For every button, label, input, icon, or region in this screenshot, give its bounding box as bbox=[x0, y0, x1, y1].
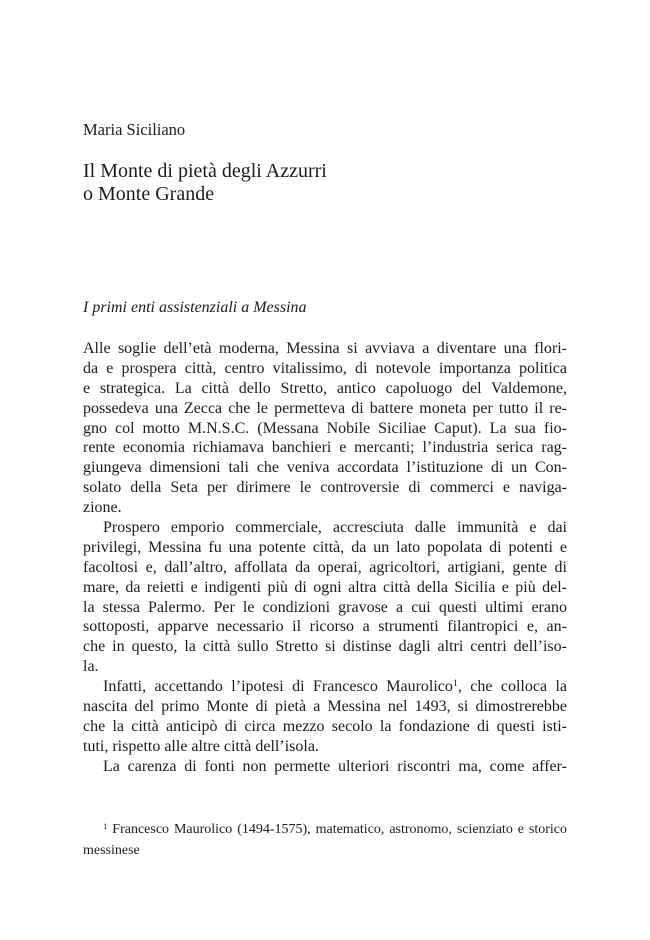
footnote-reference: 1 bbox=[452, 678, 458, 690]
text-line bbox=[83, 578, 567, 598]
line-text: facoltosi e, dall’altro, affollata da operai, agricoltori, artigiani, gente di bbox=[83, 558, 567, 576]
author-name: Maria Siciliano bbox=[83, 120, 186, 139]
footnote bbox=[83, 819, 567, 861]
line-text: mare, da reietti e indigenti più di ogni altra città della Sicilia e più del- bbox=[83, 578, 567, 596]
line-text: sottoposti, apparve necessario il ricorso a strumenti filantropici e, an- bbox=[83, 618, 567, 636]
text-line bbox=[83, 558, 567, 578]
text-line bbox=[83, 379, 567, 399]
line-text: Prospero emporio commerciale, accresciuta dalle immunità e dai bbox=[103, 519, 567, 537]
section-heading: I primi enti assistenziali a Messina bbox=[83, 299, 307, 316]
footnote-line bbox=[83, 819, 567, 840]
line-text: privilegi, Messina fu una potente città, da un lato popolata di potenti e bbox=[83, 538, 567, 556]
text-line bbox=[83, 657, 567, 677]
line-text: giungeva dimensioni tali che veniva accordata l’istituzione di un Con- bbox=[83, 459, 567, 477]
line-text: che la città anticipò di circa mezzo secolo la fondazione di questi isti- bbox=[83, 717, 567, 735]
body-text bbox=[83, 339, 567, 777]
text-line bbox=[83, 478, 567, 498]
footnote-marker: 1 bbox=[103, 820, 108, 831]
line-text: rente economia richiamava banchieri e mercanti; l’industria serica rag- bbox=[83, 439, 567, 457]
text-line bbox=[83, 359, 567, 379]
line-text: Alle soglie dell’età moderna, Messina si avviava a diventare una flori- bbox=[83, 340, 567, 357]
line-text: La carenza di fonti non permette ulteriori riscontri ma, come affer- bbox=[103, 757, 567, 775]
line-text: possedeva una Zecca che le permetteva di battere moneta per tutto il re- bbox=[83, 399, 567, 417]
text-line bbox=[83, 399, 567, 419]
text-line bbox=[83, 677, 567, 697]
line-text bbox=[103, 677, 567, 697]
text-line bbox=[83, 498, 567, 518]
line-text: zione. bbox=[83, 499, 122, 517]
footnote-line-text: messinese bbox=[83, 843, 140, 858]
text-line bbox=[83, 538, 567, 558]
paragraph bbox=[83, 518, 567, 677]
footnote-line bbox=[83, 840, 567, 861]
line-text: la stessa Palermo. Per le condizioni gravose a cui questi ultimi erano bbox=[83, 598, 567, 616]
footnote-line-text bbox=[103, 819, 567, 840]
text-line bbox=[83, 458, 567, 478]
chapter-title-line: o Monte Grande bbox=[83, 183, 215, 205]
line-text: e strategica. La città dello Stretto, antico capoluogo del Valdemone, bbox=[83, 379, 567, 397]
line-text: gno col motto M.N.S.C. (Messana Nobile Siciliae Caput). La sua fio- bbox=[83, 419, 567, 437]
text-line bbox=[83, 617, 567, 637]
text-line bbox=[83, 598, 567, 618]
text-segment: Infatti, accettando l’ipotesi di Francesco Maurolico bbox=[103, 678, 453, 696]
line-text: da e prospera città, centro vitalissimo, di notevole importanza politica bbox=[83, 359, 567, 377]
text-line bbox=[83, 419, 567, 439]
chapter-title bbox=[83, 160, 327, 206]
paragraph bbox=[83, 339, 567, 518]
text-segment: , che colloca la bbox=[457, 678, 567, 696]
text-line bbox=[83, 438, 567, 458]
line-text: la. bbox=[83, 658, 99, 676]
text-line bbox=[83, 637, 567, 657]
footnote-text: Francesco Maurolico (1494-1575), matematico, astronomo, scienziato e storico bbox=[112, 822, 567, 837]
line-text: nascita del primo Monte di pietà a Messina nel 1493, si dimostrerebbe bbox=[83, 698, 567, 716]
text-line bbox=[83, 339, 567, 359]
line-text: solato della Seta per dirimere le controversie di commerci e naviga- bbox=[83, 479, 567, 497]
chapter-title-line: Il Monte di pietà degli Azzurri bbox=[83, 160, 327, 182]
text-line bbox=[83, 697, 567, 717]
paragraph bbox=[83, 677, 567, 757]
line-text: che in questo, la città sullo Stretto si distinse dagli altri centri dell’iso- bbox=[83, 638, 567, 656]
text-line bbox=[83, 757, 567, 777]
line-text: tuti, rispetto alle altre città dell’isola. bbox=[83, 737, 319, 755]
text-line bbox=[83, 518, 567, 538]
paragraph bbox=[83, 757, 567, 777]
text-line bbox=[83, 717, 567, 737]
text-line bbox=[83, 737, 567, 757]
